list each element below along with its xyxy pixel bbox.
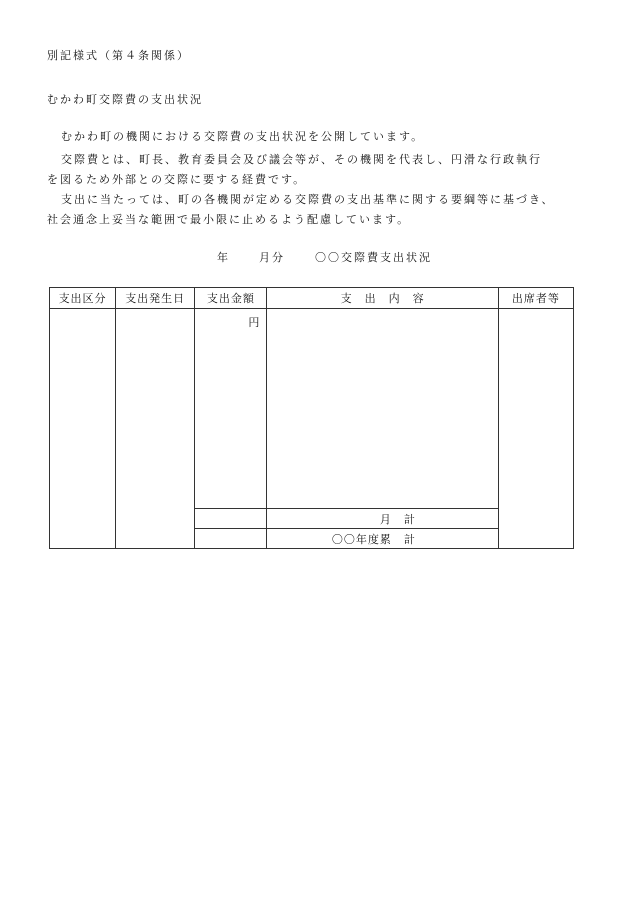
attendees-cell	[498, 309, 573, 549]
date-cell	[116, 309, 195, 549]
form-number-label: 別記様式（第４条関係）	[47, 49, 190, 62]
yearly-total-label: 〇〇年度累 計	[267, 529, 498, 549]
table-body-row	[50, 309, 574, 509]
category-cell	[50, 309, 116, 549]
table-header-row	[50, 288, 574, 309]
column-header-attendees: 出席者等	[498, 288, 573, 309]
monthly-total-label: 月 計	[267, 509, 498, 529]
intro-paragraph-2-line-2: を図るため外部との交際に要する経費です。	[47, 173, 307, 186]
column-header-date: 支出発生日	[116, 288, 195, 309]
column-header-category: 支出区分	[50, 288, 116, 309]
intro-paragraph-3-line-2: 社会通念上妥当な範囲で最小限に止めるよう配慮しています。	[47, 213, 411, 226]
yearly-total-amount-cell	[195, 529, 267, 549]
document-title: むかわ町交際費の支出状況	[47, 93, 203, 106]
intro-paragraph-1: むかわ町の機関における交際費の支出状況を公開しています。	[61, 130, 425, 143]
column-header-amount: 支出金額	[195, 288, 267, 309]
intro-paragraph-3-line-1: 支出に当たっては、町の各機関が定める交際費の支出基準に関する要綱等に基づき、	[61, 193, 555, 206]
content-cell	[267, 309, 498, 509]
column-header-content: 支 出 内 容	[267, 288, 498, 309]
expenditure-table	[49, 287, 574, 549]
table-heading-month: 月分	[259, 251, 285, 264]
table-heading-title: 〇〇交際費支出状況	[315, 251, 432, 264]
table-heading-year: 年	[217, 251, 230, 264]
amount-unit-cell: 円	[195, 309, 267, 509]
intro-paragraph-2-line-1: 交際費とは、町長、教育委員会及び議会等が、その機関を代表し、円滑な行政執行	[61, 153, 542, 166]
monthly-total-amount-cell	[195, 509, 267, 529]
